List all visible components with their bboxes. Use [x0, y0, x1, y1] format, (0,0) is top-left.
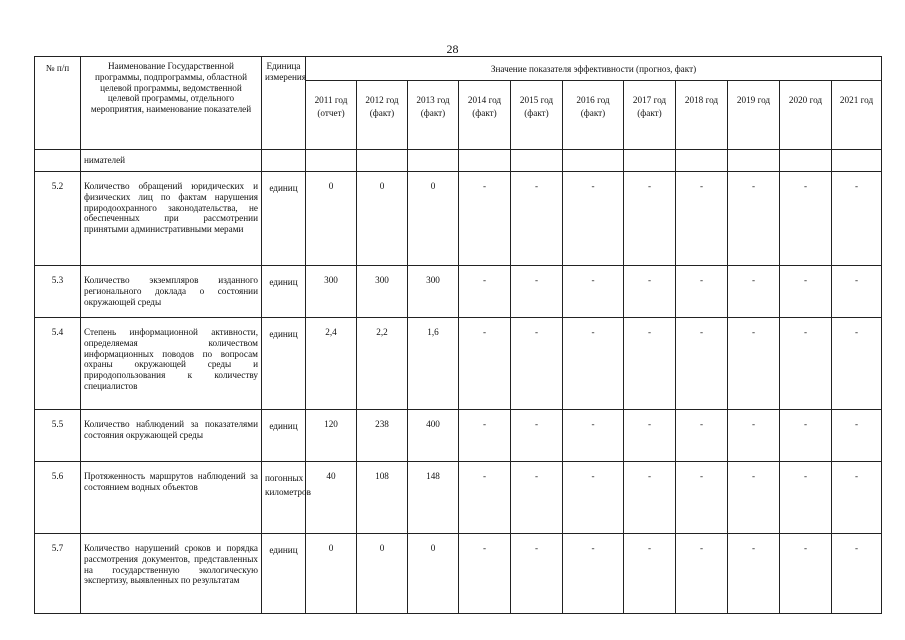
value-cell: 0: [408, 534, 459, 614]
value-cell: -: [728, 172, 780, 266]
value-cell: -: [511, 172, 563, 266]
header-year-label: 2019 год: [736, 95, 771, 105]
value-cell: -: [624, 462, 676, 534]
value-cell: -: [832, 410, 882, 462]
value-cell: 300: [306, 266, 357, 318]
value-cell: -: [728, 410, 780, 462]
table-row: [35, 410, 882, 462]
value-cell: -: [624, 318, 676, 410]
value-cell: -: [832, 318, 882, 410]
value-cell: -: [728, 266, 780, 318]
value-cell: 120: [306, 410, 357, 462]
unit: единиц: [262, 534, 306, 614]
value-cell: -: [511, 462, 563, 534]
cell-empty: [459, 150, 511, 172]
cell-empty: [563, 150, 624, 172]
value-cell: 2,2: [357, 318, 408, 410]
header-year-5: [563, 81, 624, 150]
value-cell: -: [624, 172, 676, 266]
value-cell: 148: [408, 462, 459, 534]
value-cell: 0: [306, 172, 357, 266]
header-year-2: [408, 81, 459, 150]
value-cell: 0: [306, 534, 357, 614]
value-cell: -: [563, 172, 624, 266]
header-num: № п/п: [35, 57, 81, 150]
value-cell: -: [563, 534, 624, 614]
value-cell: -: [624, 410, 676, 462]
value-cell: -: [459, 410, 511, 462]
cell-empty: [306, 150, 357, 172]
value-cell: -: [728, 462, 780, 534]
unit: единиц: [262, 266, 306, 318]
table-row: [35, 534, 882, 614]
value-cell: 300: [357, 266, 408, 318]
header-year-label: 2015 год: [519, 95, 554, 105]
header-year-label: 2018 год: [684, 95, 719, 105]
header-year-note: (факт): [524, 108, 549, 118]
header-year-label: 2011 год: [314, 95, 348, 105]
header-year-note: (факт): [420, 108, 446, 118]
row-number: 5.7: [35, 534, 81, 614]
value-cell: -: [832, 172, 882, 266]
row-number: 5.6: [35, 462, 81, 534]
row-number: 5.2: [35, 172, 81, 266]
value-cell: -: [511, 410, 563, 462]
header-year-6: [624, 81, 676, 150]
header-year-4: [511, 81, 563, 150]
value-cell: -: [676, 534, 728, 614]
header-year-note: (отчет): [317, 108, 345, 118]
header-year-label: 2016 год: [576, 95, 610, 105]
value-cell: 1,6: [408, 318, 459, 410]
header-values-group: Значение показателя эффективности (прогноз, факт): [306, 57, 882, 81]
value-cell: -: [780, 172, 832, 266]
indicators-table: [34, 56, 882, 614]
value-cell: 400: [408, 410, 459, 462]
header-unit: Единица измерения: [262, 57, 306, 150]
value-cell: -: [676, 410, 728, 462]
value-cell: -: [676, 172, 728, 266]
cell-empty: [35, 150, 81, 172]
header-year-label: 2017 год: [632, 95, 667, 105]
value-cell: -: [676, 462, 728, 534]
value-cell: -: [511, 318, 563, 410]
value-cell: 300: [408, 266, 459, 318]
cell-empty: [262, 150, 306, 172]
value-cell: 238: [357, 410, 408, 462]
value-cell: -: [780, 266, 832, 318]
value-cell: -: [780, 410, 832, 462]
cell-empty: [408, 150, 459, 172]
indicator-name: Количество экземпляров изданного регионального доклада о состоянии окружающей среды: [81, 266, 262, 318]
value-cell: 0: [408, 172, 459, 266]
header-year-label: 2021 год: [839, 95, 874, 105]
page-number: 28: [446, 42, 459, 56]
value-cell: -: [563, 462, 624, 534]
header-year-note: (факт): [472, 108, 497, 118]
header-year-label: 2020 год: [788, 95, 823, 105]
indicator-name: Степень информационной активности, определяемая количеством информационных поводов по вопросам охраны окружающей среды и природопользования к количеству специалистов: [81, 318, 262, 410]
value-cell: -: [511, 266, 563, 318]
table-row: [35, 318, 882, 410]
header-year-10: [832, 81, 882, 150]
row-number: 5.5: [35, 410, 81, 462]
cell-empty: [832, 150, 882, 172]
header-year-8: [728, 81, 780, 150]
header-name: Наименование Государственной программы, подпрограммы, областной целевой программы, ведомственной целевой программы, отдельного мероприятия, наименование показателей: [81, 57, 262, 150]
header-year-note: (факт): [369, 108, 395, 118]
value-cell: -: [511, 534, 563, 614]
cell-empty: [511, 150, 563, 172]
value-cell: -: [832, 462, 882, 534]
unit: единиц: [262, 318, 306, 410]
unit: единиц: [262, 172, 306, 266]
value-cell: 40: [306, 462, 357, 534]
value-cell: -: [676, 266, 728, 318]
table-row-continuation: [35, 150, 882, 172]
value-cell: 2,4: [306, 318, 357, 410]
value-cell: -: [780, 462, 832, 534]
value-cell: 108: [357, 462, 408, 534]
indicator-name: Количество наблюдений за показателями состояния окружающей среды: [81, 410, 262, 462]
value-cell: -: [459, 172, 511, 266]
cell-empty: [624, 150, 676, 172]
header-year-label: 2012 год: [365, 95, 399, 105]
cell-empty: [357, 150, 408, 172]
header-year-0: [306, 81, 357, 150]
value-cell: -: [676, 318, 728, 410]
indicator-name: Количество нарушений сроков и порядка рассмотрения документов, представленных на государственную экологическую экспертизу, выявленных по результатам: [81, 534, 262, 614]
value-cell: -: [563, 410, 624, 462]
header-year-label: 2013 год: [416, 95, 450, 105]
row-number: 5.3: [35, 266, 81, 318]
value-cell: -: [832, 534, 882, 614]
value-cell: 0: [357, 172, 408, 266]
value-cell: -: [459, 534, 511, 614]
value-cell: -: [780, 318, 832, 410]
cell-empty: [780, 150, 832, 172]
table-row: [35, 266, 882, 318]
header-year-note: (факт): [637, 108, 662, 118]
header-year-3: [459, 81, 511, 150]
value-cell: -: [780, 534, 832, 614]
header-year-1: [357, 81, 408, 150]
value-cell: -: [459, 266, 511, 318]
unit: погонных километров: [262, 462, 306, 534]
header-year-note: (факт): [580, 108, 606, 118]
value-cell: -: [728, 534, 780, 614]
indicator-name: Количество обращений юридических и физических лиц по фактам нарушения природоохранного законодательства, не обеспеченных при рассмотрении принятыми административными мерами: [81, 172, 262, 266]
cell-empty: [728, 150, 780, 172]
continuation-text: нимателей: [81, 150, 262, 172]
row-number: 5.4: [35, 318, 81, 410]
value-cell: -: [624, 534, 676, 614]
value-cell: 0: [357, 534, 408, 614]
value-cell: -: [563, 266, 624, 318]
header-year-9: [780, 81, 832, 150]
indicator-name: Протяженность маршрутов наблюдений за состоянием водных объектов: [81, 462, 262, 534]
unit: единиц: [262, 410, 306, 462]
value-cell: -: [624, 266, 676, 318]
table-row: [35, 172, 882, 266]
header-year-7: [676, 81, 728, 150]
value-cell: -: [728, 318, 780, 410]
cell-empty: [676, 150, 728, 172]
value-cell: -: [563, 318, 624, 410]
table-row: [35, 462, 882, 534]
value-cell: -: [832, 266, 882, 318]
value-cell: -: [459, 462, 511, 534]
value-cell: -: [459, 318, 511, 410]
header-year-label: 2014 год: [467, 95, 502, 105]
